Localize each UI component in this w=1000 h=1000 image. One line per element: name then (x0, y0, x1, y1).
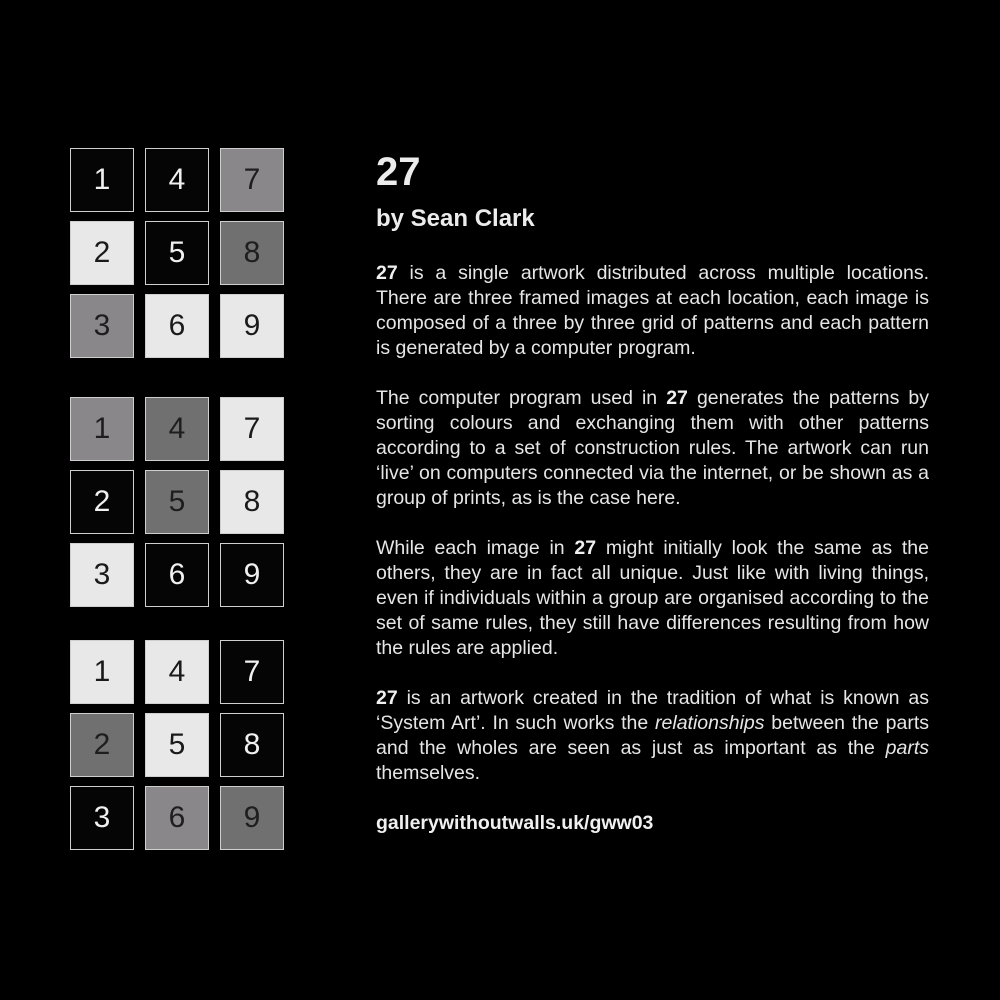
emphasis-relationships: relationships (655, 712, 765, 734)
pattern-cell-6: 6 (145, 294, 209, 358)
artwork-title: 27 (376, 150, 421, 194)
pattern-cell-9: 9 (220, 294, 284, 358)
pattern-cell-2: 2 (70, 713, 134, 777)
pattern-cell-9: 9 (220, 543, 284, 607)
paragraph-text: between the parts and the wholes are seen as just as important as the (376, 712, 929, 759)
pattern-cell-9: 9 (220, 786, 284, 850)
pattern-cell-5: 5 (145, 713, 209, 777)
title-ref: 27 (574, 537, 597, 559)
paragraph-text: The computer program used in (376, 387, 667, 409)
pattern-cell-1: 1 (70, 397, 134, 461)
pattern-cell-4: 4 (145, 148, 209, 212)
paragraph-text: is an artwork created in the tradition of what is known as ‘System Art’. In such works the (376, 687, 929, 734)
title-ref: 27 (376, 262, 398, 284)
title-ref: 27 (376, 687, 398, 709)
paragraph-text: generates the patterns by sorting colours and exchanging them with other patterns according to a set of construction rules. The artwork can run ‘live’ on computers connected via the internet, or be shown as a group of prints, as is the case here. (376, 387, 929, 509)
pattern-cell-2: 2 (70, 221, 134, 285)
pattern-cell-2: 2 (70, 470, 134, 534)
pattern-cell-4: 4 (145, 397, 209, 461)
pattern-cell-7: 7 (220, 397, 284, 461)
pattern-grid-3 (70, 640, 288, 844)
paragraph-intro (376, 261, 929, 361)
pattern-grid-2 (70, 397, 288, 601)
pattern-cell-3: 3 (70, 543, 134, 607)
pattern-cell-1: 1 (70, 640, 134, 704)
artwork-description (376, 150, 929, 836)
pattern-cell-4: 4 (145, 640, 209, 704)
pattern-cell-8: 8 (220, 713, 284, 777)
paragraph-program (376, 386, 929, 511)
pattern-cell-6: 6 (145, 786, 209, 850)
pattern-cell-5: 5 (145, 470, 209, 534)
paragraph-unique (376, 536, 929, 661)
pattern-cell-5: 5 (145, 221, 209, 285)
pattern-grid-1 (70, 148, 288, 352)
pattern-cell-7: 7 (220, 640, 284, 704)
emphasis-parts: parts (885, 737, 929, 759)
pattern-cell-8: 8 (220, 470, 284, 534)
paragraph-text: might initially look the same as the others, they are in fact all unique. Just like with living things, even if individuals within a group are organised according to the set of same rules, they still have differences resulting from how the rules are applied. (376, 537, 929, 659)
pattern-cell-7: 7 (220, 148, 284, 212)
gallery-link[interactable]: gallerywithoutwalls.uk/gww03 (376, 812, 654, 834)
pattern-cell-3: 3 (70, 786, 134, 850)
pattern-cell-3: 3 (70, 294, 134, 358)
title-ref: 27 (666, 387, 688, 409)
pattern-cell-1: 1 (70, 148, 134, 212)
pattern-cell-8: 8 (220, 221, 284, 285)
paragraph-text: While each image in (376, 537, 575, 559)
pattern-cell-6: 6 (145, 543, 209, 607)
paragraph-system-art (376, 686, 929, 786)
paragraph-text: themselves. (376, 762, 481, 784)
paragraph-text: is a single artwork distributed across multiple locations. There are three framed images at each location, each image is composed of a three by three grid of patterns and each pattern is generated by a computer program. (376, 262, 929, 359)
artist-byline: by Sean Clark (376, 205, 535, 232)
